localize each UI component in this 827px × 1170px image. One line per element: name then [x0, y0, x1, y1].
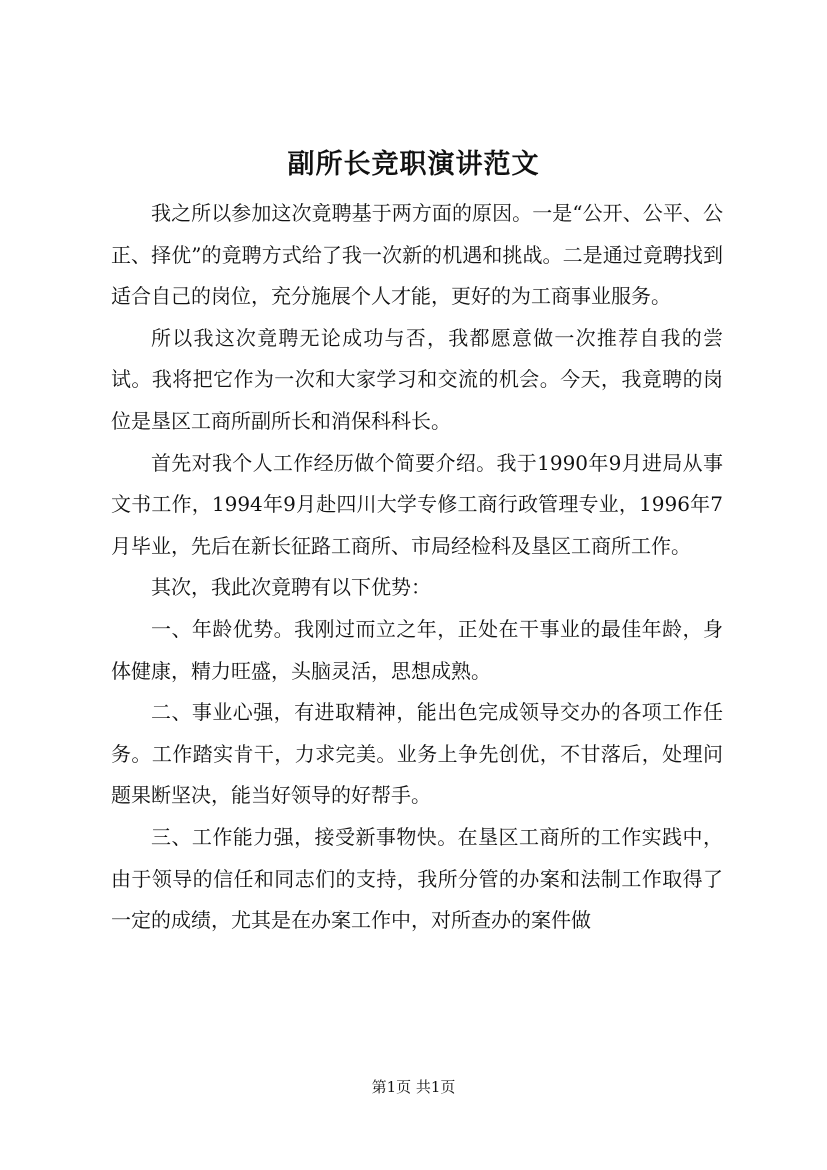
- paragraph: 我之所以参加这次竟聘基于两方面的原因。一是“公开、公平、公正、择优”的竟聘方式给了我一次新的机遇和挑战。二是通过竟聘找到适合自己的岗位，充分施展个人才能，更好的为工商事业服务。: [111, 201, 723, 309]
- paragraph: 一、年龄优势。我刚过而立之年，正处在干事业的最佳年龄，身体健康，精力旺盛，头脑灵活，思想成熟。: [111, 616, 723, 683]
- paragraph: 其次，我此次竟聘有以下优势：: [151, 575, 431, 600]
- page-footer: 第1页 共1页: [371, 1078, 456, 1096]
- paragraph: 所以我这次竟聘无论成功与否，我都愿意做一次推荐自我的尝试。我将把它作为一次和大家学习和交流的机会。今天，我竟聘的岗位是垦区工商所副所长和消保科科长。: [111, 325, 723, 433]
- document-title: 副所长竞职演讲范文: [287, 149, 540, 180]
- paragraph: 首先对我个人工作经历做个简要介绍。我于1990年9月进局从事文书工作，1994年9月赴四川大学专修工商行政管理专业，1996年7月毕业，先后在新长征路工商所、市局经检科及垦区工商所工作。: [111, 450, 723, 558]
- document-body: [111, 193, 723, 942]
- paragraph: 二、事业心强，有进取精神，能出色完成领导交办的各项工作任务。工作踏实肯干，力求完美。业务上争先创优，不甘落后，处理问题果断坚决，能当好领导的好帮手。: [111, 700, 723, 808]
- paragraph: 三、工作能力强，接受新事物快。在垦区工商所的工作实践中，由于领导的信任和同志们的支持，我所分管的办案和法制工作取得了一定的成绩，尤其是在办案工作中，对所查办的案件做: [111, 824, 723, 933]
